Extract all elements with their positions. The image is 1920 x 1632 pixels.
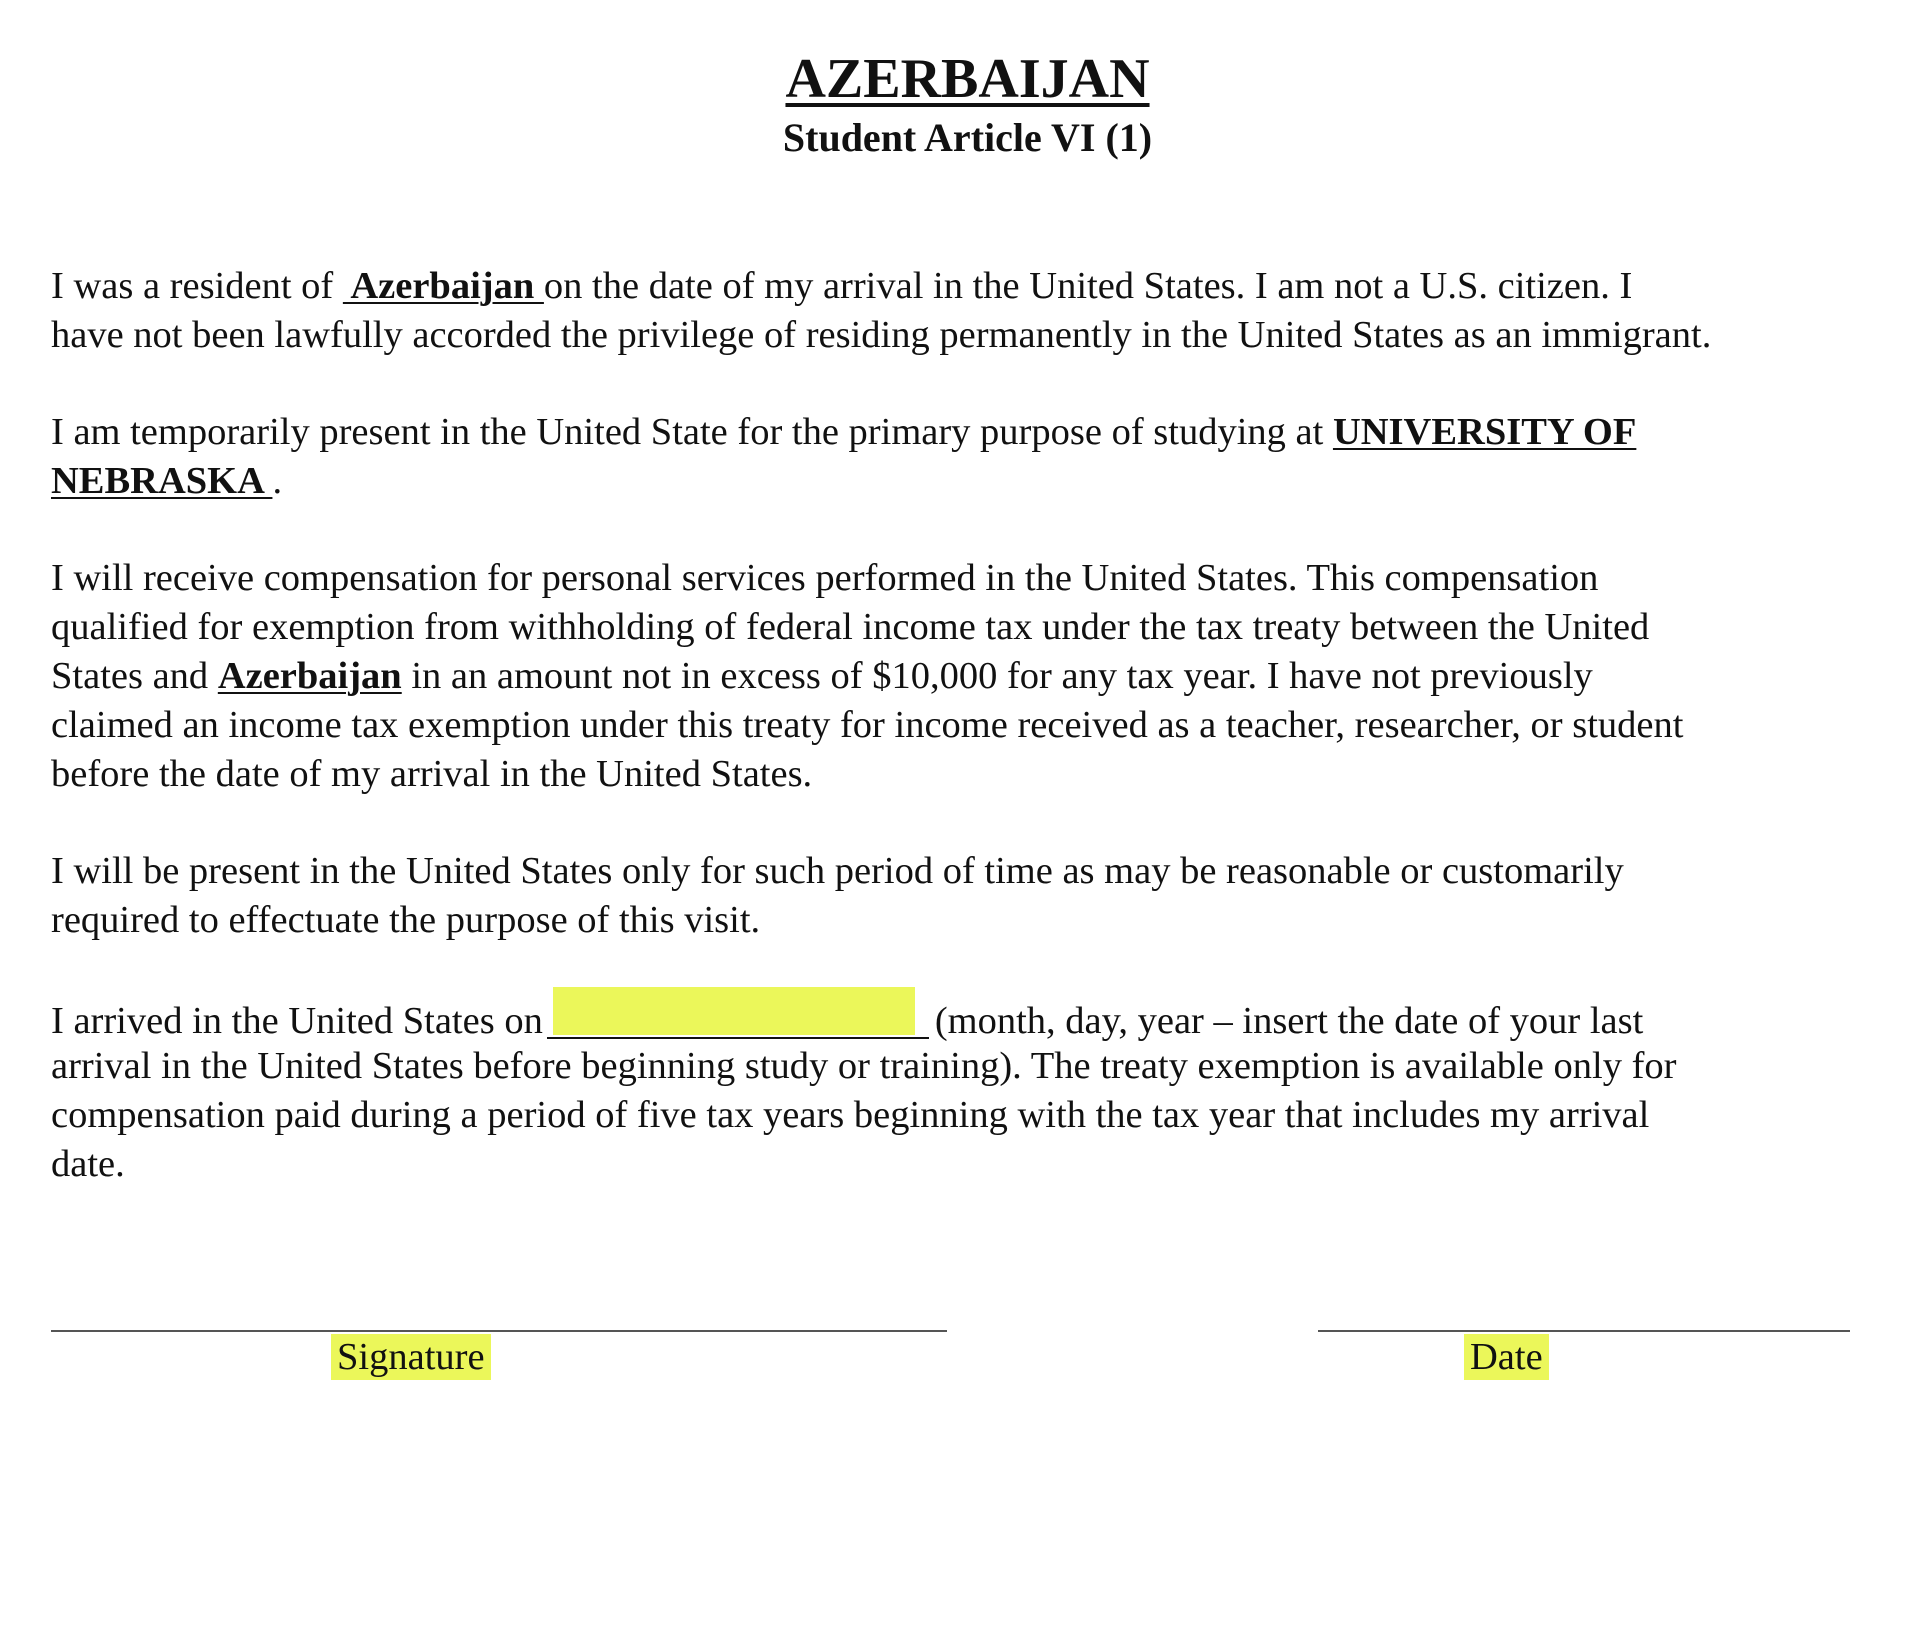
arrival-line-4: date. — [51, 1143, 125, 1185]
arrival-line-2: arrival in the United States before beginning study or training). The treaty exemption is available only for — [51, 1045, 1677, 1087]
duration-line-2: required to effectuate the purpose of this visit. — [51, 899, 761, 941]
study-purpose-paragraph — [51, 408, 1911, 506]
arrival-paragraph — [51, 993, 1911, 1189]
arrival-date-field[interactable] — [547, 993, 929, 1039]
arrival-line-1 — [51, 993, 1911, 1042]
study-text: I am temporarily present in the United State for the primary purpose of studying at — [51, 411, 1333, 453]
compensation-text: in an amount not in excess of $10,000 for any tax year. I have not previously — [401, 655, 1593, 697]
compensation-text: States and — [51, 655, 218, 697]
country-field: Azerbaijan — [342, 265, 544, 307]
signature-label: Signature — [331, 1334, 491, 1380]
arrival-text: (month, day, year – insert the date of your last — [934, 1000, 1644, 1042]
residency-text: I was a resident of — [51, 265, 343, 307]
residency-line-1 — [51, 262, 1911, 311]
compensation-line-2: qualified for exemption from withholding of federal income tax under the tax treaty between the United — [51, 606, 1650, 648]
arrival-date-highlight — [553, 987, 915, 1035]
date-line[interactable] — [1318, 1330, 1850, 1332]
arrival-line-3: compensation paid during a period of five tax years beginning with the tax year that includes my arrival — [51, 1094, 1650, 1136]
treaty-country-field: Azerbaijan — [217, 655, 402, 697]
duration-paragraph — [51, 847, 1911, 945]
arrival-text: I arrived in the United States on — [51, 1000, 543, 1042]
document-title — [0, 44, 1920, 114]
study-text-end: . — [272, 460, 283, 502]
signature-line[interactable] — [51, 1330, 947, 1332]
study-line-2 — [51, 457, 1911, 506]
compensation-line-3 — [51, 652, 1911, 701]
date-label: Date — [1464, 1334, 1549, 1380]
university-field-continued: NEBRASKA — [51, 460, 273, 502]
residency-text: on the date of my arrival in the United States. I am not a U.S. citizen. I — [543, 265, 1633, 307]
university-field: UNIVERSITY OF — [1332, 411, 1637, 453]
compensation-line-1: I will receive compensation for personal services performed in the United States. This compensation — [51, 557, 1599, 599]
document-title-text: AZERBAIJAN — [785, 48, 1150, 110]
compensation-line-4: claimed an income tax exemption under this treaty for income received as a teacher, researcher, or student — [51, 704, 1684, 746]
residency-line-2: have not been lawfully accorded the privilege of residing permanently in the United States as an immigrant. — [51, 314, 1712, 356]
compensation-line-5: before the date of my arrival in the United States. — [51, 753, 813, 795]
compensation-paragraph — [51, 554, 1911, 799]
document-subtitle: Student Article VI (1) — [782, 115, 1153, 160]
residency-paragraph — [51, 262, 1911, 360]
duration-line-1: I will be present in the United States only for such period of time as may be reasonable or customarily — [51, 850, 1624, 892]
study-line-1 — [51, 408, 1911, 457]
